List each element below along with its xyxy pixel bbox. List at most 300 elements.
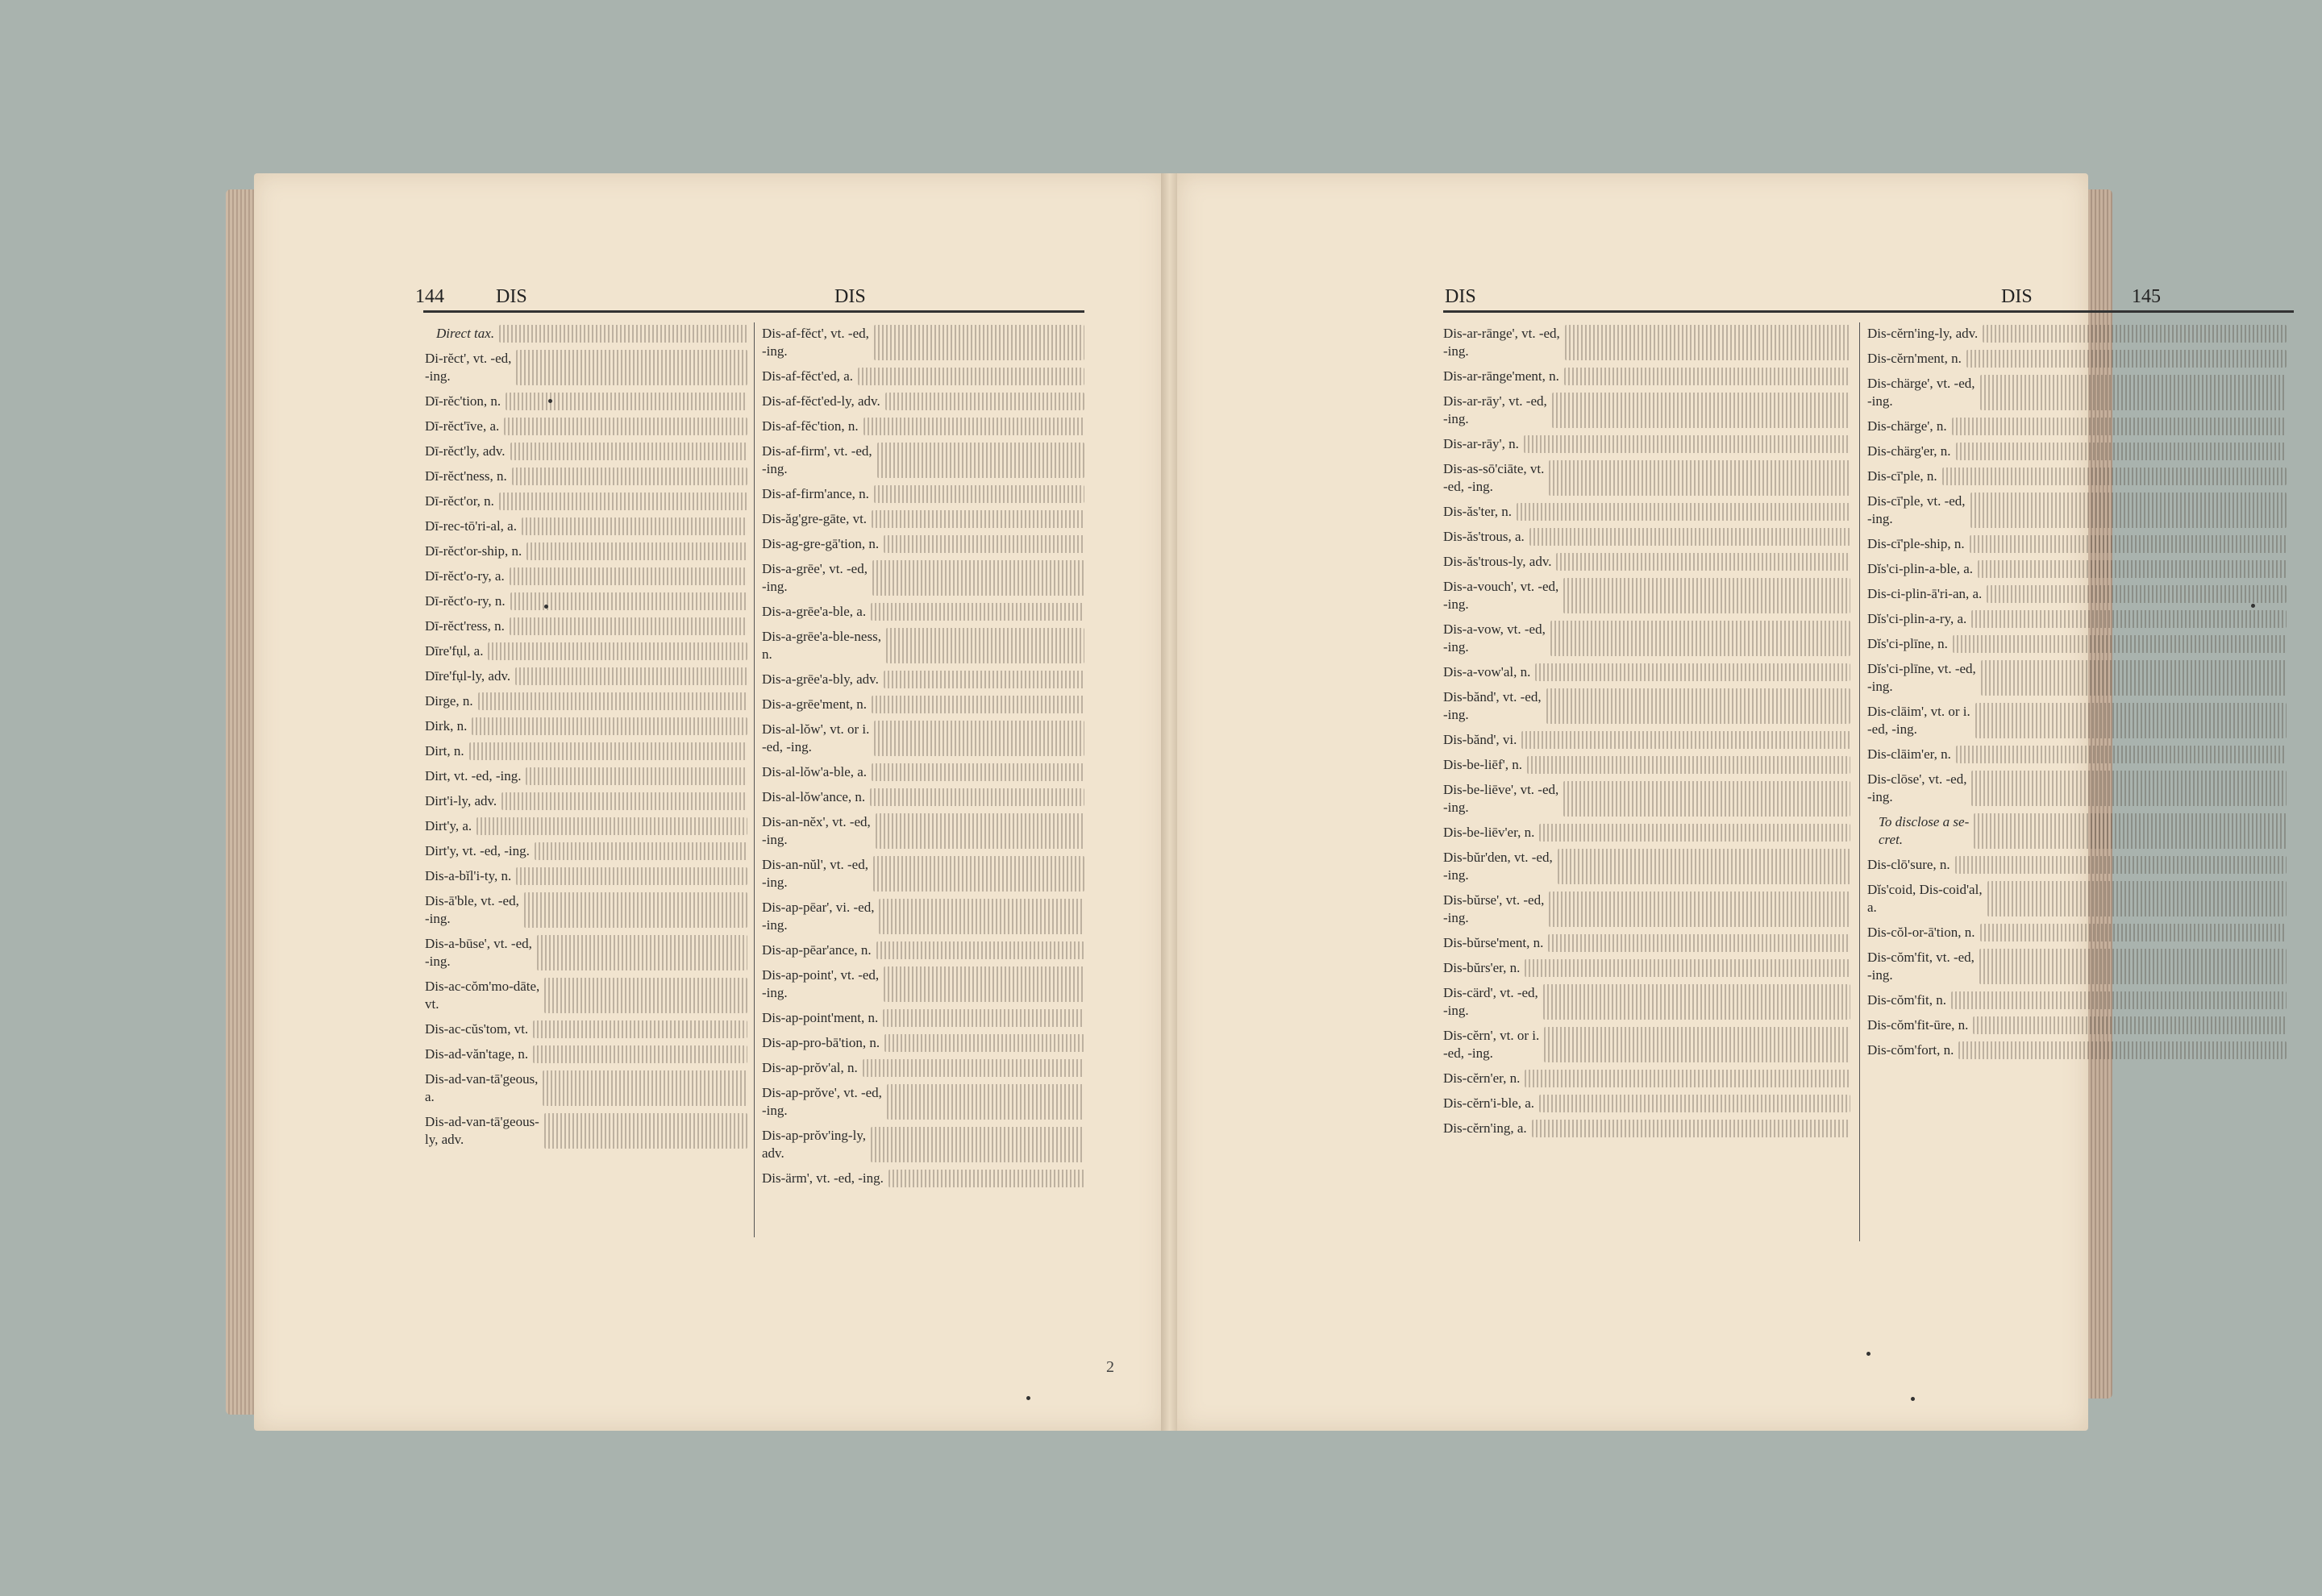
entry-headword: Dis-as-sō'ciāte, vt. -ed, -ing. bbox=[1443, 461, 1545, 494]
dictionary-entry bbox=[762, 763, 1084, 781]
japanese-gloss-block bbox=[1973, 1016, 2287, 1034]
entry-headword: Dis-cĕrn'er, n. bbox=[1443, 1070, 1521, 1086]
japanese-gloss-block bbox=[544, 1113, 747, 1149]
japanese-gloss-block bbox=[885, 393, 1084, 410]
entry-headword: Dis-ap-prŏv'al, n. bbox=[762, 1060, 858, 1075]
entry-headword: Dis-af-fĕc'tion, n. bbox=[762, 418, 859, 434]
japanese-gloss-block bbox=[1987, 881, 2287, 916]
dictionary-entry bbox=[762, 856, 1084, 892]
left-column-1 bbox=[425, 325, 747, 1156]
entry-headword: Dis-ac-cŭs'tom, vt. bbox=[425, 1021, 529, 1037]
dictionary-entry bbox=[1443, 621, 1850, 656]
entry-headword: Dis-bŭr'den, vt. -ed, -ing. bbox=[1443, 850, 1553, 883]
japanese-gloss-block bbox=[1521, 731, 1850, 749]
dictionary-entry bbox=[1867, 493, 2287, 528]
entry-headword: Dis-a-vow'al, n. bbox=[1443, 664, 1531, 680]
japanese-gloss-block bbox=[1550, 621, 1850, 656]
dictionary-entry bbox=[762, 325, 1084, 360]
dictionary-entry bbox=[1443, 984, 1850, 1020]
japanese-gloss-block bbox=[1955, 856, 2287, 874]
entry-headword: Dis-a-grēe'a-bly, adv. bbox=[762, 671, 879, 687]
entry-headword: Dis-cärd', vt. -ed, -ing. bbox=[1443, 985, 1538, 1018]
entry-headword: Dis-ag-gre-gā'tion, n. bbox=[762, 536, 880, 551]
japanese-gloss-block bbox=[1983, 325, 2287, 343]
dictionary-entry bbox=[425, 617, 747, 635]
entry-headword: To disclose a se- cret. bbox=[1879, 814, 1970, 847]
dictionary-entry bbox=[762, 603, 1084, 621]
right-column-2 bbox=[1867, 325, 2287, 1066]
japanese-gloss-block bbox=[879, 899, 1084, 934]
dictionary-entry bbox=[1867, 325, 2287, 343]
entry-headword: Dirge, n. bbox=[425, 693, 473, 709]
dictionary-entry bbox=[762, 443, 1084, 478]
dictionary-entry bbox=[1867, 813, 2287, 849]
japanese-gloss-block bbox=[884, 535, 1084, 553]
header-rule-left bbox=[423, 310, 1084, 313]
japanese-gloss-block bbox=[1564, 368, 1850, 385]
dictionary-entry bbox=[762, 368, 1084, 385]
entry-headword: Dis-a-grēe'a-ble, a. bbox=[762, 604, 867, 619]
dictionary-entry bbox=[1443, 756, 1850, 774]
dictionary-entry bbox=[762, 696, 1084, 713]
dictionary-entry bbox=[762, 1009, 1084, 1027]
japanese-gloss-block bbox=[1539, 824, 1850, 842]
entry-headword: Dis-ar-rānge'ment, n. bbox=[1443, 368, 1559, 384]
dictionary-entry bbox=[1867, 660, 2287, 696]
entry-headword: Dis-a-grēe', vt. -ed, -ing. bbox=[762, 561, 868, 594]
dictionary-entry bbox=[425, 493, 747, 510]
dictionary-entry bbox=[762, 1127, 1084, 1162]
dictionary-entry bbox=[425, 1045, 747, 1063]
dictionary-entry bbox=[762, 788, 1084, 806]
dictionary-entry bbox=[1867, 881, 2287, 916]
dictionary-entry bbox=[1867, 585, 2287, 603]
dictionary-entry bbox=[1867, 535, 2287, 553]
entry-headword: Dis-clāim', vt. or i. -ed, -ing. bbox=[1867, 704, 1970, 737]
dictionary-entry bbox=[762, 1084, 1084, 1120]
japanese-gloss-block bbox=[510, 617, 747, 635]
dictionary-entry bbox=[1443, 1095, 1850, 1112]
dictionary-entry bbox=[1443, 393, 1850, 428]
entry-headword: Dis-cŏm'fort, n. bbox=[1867, 1042, 1954, 1058]
dictionary-entry bbox=[762, 535, 1084, 553]
japanese-gloss-block bbox=[1539, 1095, 1850, 1112]
japanese-gloss-block bbox=[499, 325, 747, 343]
japanese-gloss-block bbox=[1970, 535, 2287, 553]
entry-headword: Dis-ăg'gre-gāte, vt. bbox=[762, 511, 868, 526]
dictionary-entry bbox=[1443, 731, 1850, 749]
japanese-gloss-block bbox=[1971, 610, 2287, 628]
japanese-gloss-block bbox=[1966, 350, 2287, 368]
japanese-gloss-block bbox=[1548, 934, 1850, 952]
header-left-guide: DIS bbox=[496, 286, 527, 307]
dictionary-entry bbox=[1867, 991, 2287, 1009]
dictionary-entry bbox=[1867, 610, 2287, 628]
japanese-gloss-block bbox=[1549, 892, 1850, 927]
japanese-gloss-block bbox=[870, 788, 1084, 806]
entry-headword: Dis-bŭrse', vt. -ed, -ing. bbox=[1443, 892, 1545, 925]
japanese-gloss-block bbox=[1979, 949, 2287, 984]
dictionary-entry bbox=[425, 1113, 747, 1149]
dictionary-entry bbox=[425, 468, 747, 485]
entry-headword: Dis-a-grēe'a-ble-ness, n. bbox=[762, 629, 881, 662]
entry-headword: Dĭs'ci-plin-a-ry, a. bbox=[1867, 611, 1967, 626]
entry-headword: Dīre'fụl-ly, adv. bbox=[425, 668, 511, 684]
japanese-gloss-block bbox=[516, 350, 747, 385]
entry-headword: Dis-clāim'er, n. bbox=[1867, 746, 1951, 762]
entry-headword: Dis-ap-pro-bā'tion, n. bbox=[762, 1035, 880, 1050]
japanese-gloss-block bbox=[1544, 1027, 1850, 1062]
dictionary-entry bbox=[1867, 856, 2287, 874]
entry-headword: Dis-al-lŏw'ance, n. bbox=[762, 789, 866, 804]
dictionary-entry bbox=[762, 560, 1084, 596]
dictionary-entry bbox=[1443, 934, 1850, 952]
entry-headword: Dis-clōse', vt. -ed, -ing. bbox=[1867, 771, 1967, 804]
japanese-gloss-block bbox=[1535, 663, 1850, 681]
japanese-gloss-block bbox=[1563, 578, 1850, 613]
entry-headword: Dis-cĕrn'i-ble, a. bbox=[1443, 1095, 1535, 1111]
japanese-gloss-block bbox=[1956, 746, 2287, 763]
entry-headword: Dĭs'ci-plīne, n. bbox=[1867, 636, 1948, 651]
japanese-gloss-block bbox=[1942, 468, 2287, 485]
japanese-gloss-block bbox=[883, 1009, 1084, 1027]
entry-headword: Dis-bănd', vi. bbox=[1443, 732, 1517, 747]
japanese-gloss-block bbox=[884, 1034, 1084, 1052]
dictionary-entry bbox=[425, 817, 747, 835]
japanese-gloss-block bbox=[884, 966, 1084, 1002]
dictionary-entry bbox=[762, 1034, 1084, 1052]
entry-headword: Dis-an-nĕx', vt. -ed, -ing. bbox=[762, 814, 871, 847]
dictionary-entry bbox=[425, 542, 747, 560]
japanese-gloss-block bbox=[876, 941, 1084, 959]
japanese-gloss-block bbox=[886, 628, 1084, 663]
left-page bbox=[254, 173, 1165, 1431]
japanese-gloss-block bbox=[1978, 560, 2287, 578]
dictionary-entry bbox=[1867, 443, 2287, 460]
japanese-gloss-block bbox=[512, 468, 747, 485]
dictionary-entry bbox=[1443, 528, 1850, 546]
dictionary-entry bbox=[1867, 468, 2287, 485]
dictionary-entry bbox=[425, 592, 747, 610]
entry-headword: Dī-rĕct'or-ship, n. bbox=[425, 543, 522, 559]
japanese-gloss-block bbox=[1556, 553, 1850, 571]
dictionary-entry bbox=[1443, 578, 1850, 613]
entry-headword: Dis-af-fĕct', vt. -ed, -ing. bbox=[762, 326, 869, 359]
entry-headword: Dis-cĕrn'ment, n. bbox=[1867, 351, 1962, 366]
dictionary-entry bbox=[425, 1020, 747, 1038]
dictionary-entry bbox=[425, 767, 747, 785]
japanese-gloss-block bbox=[516, 867, 747, 885]
japanese-gloss-block bbox=[1952, 418, 2287, 435]
entry-headword: Dirt'y, vt. -ed, -ing. bbox=[425, 843, 530, 858]
entry-headword: Dis-cī'ple, n. bbox=[1867, 468, 1937, 484]
japanese-gloss-block bbox=[1956, 443, 2287, 460]
gutter-mark: 2 bbox=[1106, 1358, 1114, 1376]
dictionary-entry bbox=[762, 899, 1084, 934]
japanese-gloss-block bbox=[522, 517, 747, 535]
dictionary-entry bbox=[1867, 949, 2287, 984]
dictionary-entry bbox=[1867, 746, 2287, 763]
japanese-gloss-block bbox=[871, 603, 1084, 621]
column-divider-right bbox=[1859, 322, 1860, 1241]
dictionary-entry bbox=[762, 485, 1084, 503]
entry-headword: Direct tax. bbox=[436, 326, 495, 341]
dictionary-entry bbox=[425, 418, 747, 435]
entry-headword: Dis-af-firm'ance, n. bbox=[762, 486, 869, 501]
entry-headword: Dī-rĕct'or, n. bbox=[425, 493, 494, 509]
entry-headword: Dis-an-nŭl', vt. -ed, -ing. bbox=[762, 857, 868, 890]
japanese-gloss-block bbox=[1527, 756, 1850, 774]
japanese-gloss-block bbox=[1532, 1120, 1850, 1137]
japanese-gloss-block bbox=[872, 560, 1084, 596]
japanese-gloss-block bbox=[544, 978, 747, 1013]
japanese-gloss-block bbox=[543, 1070, 747, 1106]
entry-headword: Dī-rĕct'ress, n. bbox=[425, 618, 505, 634]
japanese-gloss-block bbox=[874, 325, 1084, 360]
dictionary-entry bbox=[1867, 1016, 2287, 1034]
right-page bbox=[1177, 173, 2161, 1431]
dictionary-entry bbox=[1867, 703, 2287, 738]
entry-headword: Dīre'fụl, a. bbox=[425, 643, 484, 659]
entry-headword: Dis-ā'ble, vt. -ed, -ing. bbox=[425, 893, 519, 926]
entry-headword: Dis-ad-van-tā'geous- ly, adv. bbox=[425, 1114, 539, 1147]
entry-headword: Dis-ap-prŏve', vt. -ed, -ing. bbox=[762, 1085, 882, 1118]
entry-headword: Dis-chärge', vt. -ed, -ing. bbox=[1867, 376, 1975, 409]
japanese-gloss-block bbox=[1975, 703, 2287, 738]
dictionary-entry bbox=[1443, 959, 1850, 977]
japanese-gloss-block bbox=[876, 813, 1084, 849]
entry-headword: Dis-ăs'trous-ly, adv. bbox=[1443, 554, 1552, 569]
japanese-gloss-block bbox=[1981, 660, 2287, 696]
japanese-gloss-block bbox=[858, 368, 1084, 385]
dictionary-entry bbox=[1443, 503, 1850, 521]
japanese-gloss-block bbox=[526, 767, 747, 785]
left-column-2 bbox=[762, 325, 1084, 1195]
dictionary-entry bbox=[762, 813, 1084, 849]
japanese-gloss-block bbox=[1974, 813, 2287, 849]
japanese-gloss-block bbox=[1525, 1070, 1850, 1087]
dictionary-entry bbox=[1443, 781, 1850, 817]
entry-headword: Dirt'y, a. bbox=[425, 818, 472, 833]
entry-headword: Dis-ap-point'ment, n. bbox=[762, 1010, 879, 1025]
entry-headword: Dis-a-vow, vt. -ed, -ing. bbox=[1443, 621, 1546, 655]
entry-headword: Dis-ad-văn'tage, n. bbox=[425, 1046, 529, 1062]
entry-headword: Dis-cŏm'fit, vt. -ed, -ing. bbox=[1867, 950, 1975, 983]
entry-headword: Dis-al-lŏw'a-ble, a. bbox=[762, 764, 868, 779]
dictionary-entry bbox=[762, 721, 1084, 756]
entry-headword: Dis-cĕrn'ing, a. bbox=[1443, 1120, 1527, 1136]
entry-headword: Dis-ăs'trous, a. bbox=[1443, 529, 1525, 544]
entry-headword: Dis-cī'ple-ship, n. bbox=[1867, 536, 1965, 551]
entry-headword: Dis-cŏm'fit-ūre, n. bbox=[1867, 1017, 1969, 1033]
japanese-gloss-block bbox=[1517, 503, 1850, 521]
dictionary-entry bbox=[1867, 418, 2287, 435]
entry-headword: Dis-ar-rāy', n. bbox=[1443, 436, 1519, 451]
entry-headword: Dis-al-lŏw', vt. or i. -ed, -ing. bbox=[762, 721, 870, 754]
dictionary-entry bbox=[425, 325, 747, 343]
dictionary-entry bbox=[425, 517, 747, 535]
japanese-gloss-block bbox=[1552, 393, 1850, 428]
entry-headword: Dis-cĕrn'ing-ly, adv. bbox=[1867, 326, 1979, 341]
entry-headword: Dis-bŭrs'er, n. bbox=[1443, 960, 1521, 975]
entry-headword: Dis-ci-plin-ā'ri-an, a. bbox=[1867, 586, 1983, 601]
japanese-gloss-block bbox=[1980, 375, 2287, 410]
entry-headword: Dis-cĕrn', vt. or i. -ed, -ing. bbox=[1443, 1028, 1540, 1061]
japanese-gloss-block bbox=[1549, 460, 1850, 496]
japanese-gloss-block bbox=[504, 418, 747, 435]
japanese-gloss-block bbox=[884, 671, 1084, 688]
dictionary-entry bbox=[762, 628, 1084, 663]
japanese-gloss-block bbox=[887, 1084, 1084, 1120]
entry-headword: Dis-af-firm', vt. -ed, -ing. bbox=[762, 443, 872, 476]
japanese-gloss-block bbox=[872, 510, 1084, 528]
entry-headword: Dirt, vt. -ed, -ing. bbox=[425, 768, 522, 783]
dictionary-entry bbox=[425, 842, 747, 860]
entry-headword: Dis-ac-cŏm'mo-dāte, vt. bbox=[425, 979, 540, 1012]
entry-headword: Dis-af-fĕct'ed-ly, adv. bbox=[762, 393, 880, 409]
entry-headword: Dis-a-vouch', vt. -ed, -ing. bbox=[1443, 579, 1559, 612]
entry-headword: Dis-ad-van-tā'geous, a. bbox=[425, 1071, 539, 1104]
entry-headword: Dis-a-būse', vt. -ed, -ing. bbox=[425, 936, 532, 969]
japanese-gloss-block bbox=[1529, 528, 1850, 546]
japanese-gloss-block bbox=[1951, 991, 2287, 1009]
dictionary-entry bbox=[762, 671, 1084, 688]
japanese-gloss-block bbox=[476, 817, 747, 835]
dictionary-entry bbox=[425, 1070, 747, 1106]
japanese-gloss-block bbox=[874, 485, 1084, 503]
dictionary-entry bbox=[425, 350, 747, 385]
japanese-gloss-block bbox=[506, 393, 747, 410]
japanese-gloss-block bbox=[877, 443, 1084, 478]
dictionary-entry bbox=[425, 742, 747, 760]
japanese-gloss-block bbox=[872, 696, 1084, 713]
entry-headword: Dī-rĕct'ness, n. bbox=[425, 468, 507, 484]
japanese-gloss-block bbox=[1980, 924, 2287, 941]
dictionary-entry bbox=[425, 692, 747, 710]
dictionary-entry bbox=[425, 567, 747, 585]
dictionary-entry bbox=[762, 393, 1084, 410]
japanese-gloss-block bbox=[510, 443, 747, 460]
entry-headword: Dis-cŏm'fit, n. bbox=[1867, 992, 1946, 1008]
speck bbox=[1866, 1352, 1870, 1356]
speck bbox=[544, 605, 548, 609]
dictionary-entry bbox=[1867, 350, 2287, 368]
japanese-gloss-block bbox=[1543, 984, 1850, 1020]
dictionary-entry bbox=[762, 510, 1084, 528]
entry-headword: Dis-clō'sure, n. bbox=[1867, 857, 1950, 872]
dictionary-entry bbox=[1867, 375, 2287, 410]
japanese-gloss-block bbox=[1565, 325, 1850, 360]
dictionary-entry bbox=[1443, 1070, 1850, 1087]
japanese-gloss-block bbox=[1970, 493, 2287, 528]
entry-headword: Dĭs'coid, Dis-coid'al, a. bbox=[1867, 882, 1983, 915]
entry-headword: Dis-be-liēv'er, n. bbox=[1443, 825, 1535, 840]
page-number-right: 145 bbox=[2132, 286, 2161, 307]
dictionary-entry bbox=[425, 717, 747, 735]
entry-headword: Dis-bŭrse'ment, n. bbox=[1443, 935, 1544, 950]
dictionary-entry bbox=[425, 867, 747, 885]
dictionary-entry bbox=[1443, 1120, 1850, 1137]
japanese-gloss-block bbox=[478, 692, 747, 710]
japanese-gloss-block bbox=[1525, 959, 1850, 977]
entry-headword: Dī-rĕct'o-ry, n. bbox=[425, 593, 506, 609]
right-column-1 bbox=[1443, 325, 1850, 1145]
entry-headword: Dī-rĕct'ly, adv. bbox=[425, 443, 506, 459]
entry-headword: Dis-ar-rāy', vt. -ed, -ing. bbox=[1443, 393, 1547, 426]
dictionary-entry bbox=[425, 935, 747, 970]
speck bbox=[1911, 1397, 1915, 1401]
open-book bbox=[226, 173, 2161, 1443]
entry-headword: Dis-ap-pēar', vi. -ed, -ing. bbox=[762, 900, 875, 933]
japanese-gloss-block bbox=[871, 1127, 1084, 1162]
entry-headword: Dis-ăs'ter, n. bbox=[1443, 504, 1512, 519]
dictionary-entry bbox=[425, 443, 747, 460]
dictionary-entry bbox=[1443, 688, 1850, 724]
dictionary-entry bbox=[1443, 849, 1850, 884]
japanese-gloss-block bbox=[510, 567, 747, 585]
dictionary-entry bbox=[1867, 924, 2287, 941]
speck bbox=[1026, 1396, 1030, 1400]
dictionary-entry bbox=[425, 978, 747, 1013]
dictionary-entry bbox=[1867, 771, 2287, 806]
japanese-gloss-block bbox=[888, 1170, 1084, 1187]
dictionary-entry bbox=[1867, 560, 2287, 578]
dictionary-entry bbox=[1443, 435, 1850, 453]
dictionary-entry bbox=[762, 941, 1084, 959]
dictionary-entry bbox=[425, 393, 747, 410]
entry-headword: Dirt, n. bbox=[425, 743, 464, 759]
dictionary-entry bbox=[1443, 460, 1850, 496]
header-center-guide: DIS bbox=[834, 286, 866, 307]
entry-headword: Dis-ar-rānge', vt. -ed, -ing. bbox=[1443, 326, 1560, 359]
japanese-gloss-block bbox=[469, 742, 747, 760]
dictionary-entry bbox=[425, 792, 747, 810]
dictionary-entry bbox=[762, 966, 1084, 1002]
speck bbox=[2251, 604, 2255, 608]
japanese-gloss-block bbox=[1546, 688, 1850, 724]
dictionary-entry bbox=[1443, 368, 1850, 385]
entry-headword: Dis-bănd', vt. -ed, -ing. bbox=[1443, 689, 1542, 722]
entry-headword: Dis-chärg'er, n. bbox=[1867, 443, 1951, 459]
entry-headword: Dī-rĕct'o-ry, a. bbox=[425, 568, 505, 584]
japanese-gloss-block bbox=[1953, 635, 2287, 653]
japanese-gloss-block bbox=[524, 892, 747, 928]
entry-headword: Dī-rec-tō'ri-al, a. bbox=[425, 518, 517, 534]
entry-headword: Dis-ap-point', vt. -ed, -ing. bbox=[762, 967, 880, 1000]
entry-headword: Dis-ärm', vt. -ed, -ing. bbox=[762, 1170, 884, 1186]
entry-headword: Dis-be-liēf', n. bbox=[1443, 757, 1522, 772]
japanese-gloss-block bbox=[1987, 585, 2287, 603]
entry-headword: Dirk, n. bbox=[425, 718, 468, 734]
japanese-gloss-block bbox=[488, 642, 747, 660]
column-divider-left bbox=[754, 322, 755, 1237]
entry-headword: Dis-cŏl-or-ā'tion, n. bbox=[1867, 925, 1975, 940]
japanese-gloss-block bbox=[1971, 771, 2287, 806]
dictionary-entry bbox=[1443, 663, 1850, 681]
page-edges-left bbox=[226, 189, 258, 1415]
japanese-gloss-block bbox=[863, 1059, 1084, 1077]
japanese-gloss-block bbox=[1958, 1041, 2287, 1059]
japanese-gloss-block bbox=[863, 418, 1084, 435]
entry-headword: Dirt'i-ly, adv. bbox=[425, 793, 497, 808]
japanese-gloss-block bbox=[526, 542, 747, 560]
japanese-gloss-block bbox=[533, 1020, 747, 1038]
dictionary-entry bbox=[1867, 635, 2287, 653]
dictionary-entry bbox=[1443, 824, 1850, 842]
entry-headword: Di-rĕct', vt. -ed, -ing. bbox=[425, 351, 512, 384]
dictionary-entry bbox=[762, 1059, 1084, 1077]
japanese-gloss-block bbox=[874, 721, 1084, 756]
